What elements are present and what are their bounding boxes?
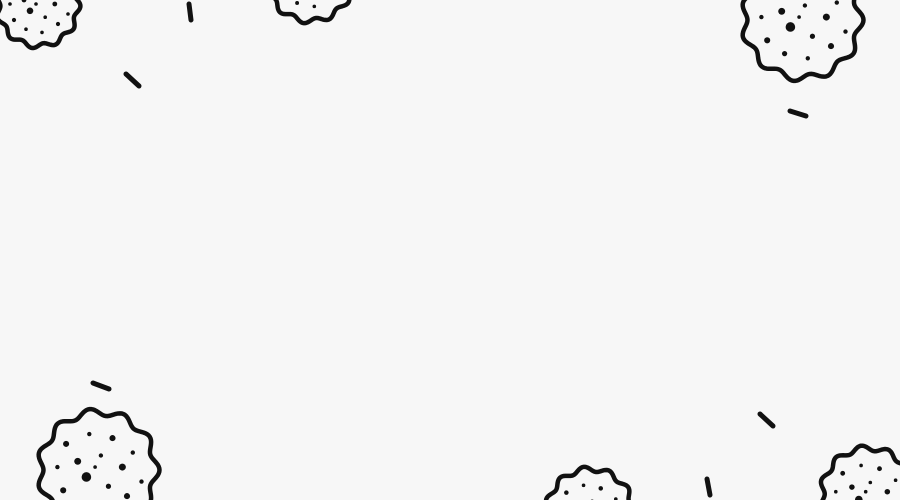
chocolate-chip-dot (55, 465, 59, 469)
cookie-icon (821, 446, 900, 500)
chocolate-chip-dot (63, 441, 69, 447)
chocolate-chip-dot (828, 43, 834, 49)
chocolate-chip-dot (82, 472, 92, 482)
crumb-dash-icon (707, 479, 710, 495)
chocolate-chip-dot (849, 484, 855, 490)
chocolate-chip-dot (295, 1, 299, 5)
chocolate-chip-dot (885, 489, 891, 495)
chocolate-chip-dot (564, 490, 569, 495)
chocolate-chip-dot (843, 29, 847, 33)
chocolate-chip-dot (778, 8, 785, 15)
chocolate-chip-dot (109, 435, 115, 441)
chocolate-chip-dot (806, 56, 810, 60)
cookie-icon (39, 409, 160, 500)
chocolate-chip-dot (27, 8, 34, 15)
chocolate-chip-dot (119, 464, 126, 471)
chocolate-chip-dot (835, 0, 839, 4)
cookie-outline (546, 467, 636, 500)
chocolate-chip-dot (894, 478, 898, 482)
chocolate-chip-dot (859, 464, 863, 468)
chocolate-chip-dot (56, 22, 60, 26)
chocolate-chip-dot (60, 487, 66, 493)
chocolate-chip-dot (106, 484, 111, 489)
chocolate-chip-dot (313, 5, 317, 9)
cookie-icon (743, 0, 864, 81)
chocolate-chip-dot (74, 458, 81, 465)
chocolate-chip-dot (43, 15, 47, 19)
chocolate-chip-dot (8, 2, 12, 6)
chocolate-chip-dot (131, 450, 135, 454)
chocolate-chip-dot (759, 15, 763, 19)
cookie-icon (0, 0, 80, 48)
crumb-dash-icon (93, 383, 109, 389)
chocolate-chip-dot (99, 453, 103, 457)
chocolate-chip-dot (823, 14, 830, 21)
chocolate-chip-dot (87, 432, 91, 436)
chocolate-chip-dot (803, 3, 807, 7)
crumbs-layer (93, 4, 806, 495)
chocolate-chip-dot (139, 479, 143, 483)
chocolate-chip-dot (24, 27, 28, 31)
cookie-icon (546, 467, 636, 500)
chocolate-chip-dot (34, 2, 38, 6)
cookie-outline (266, 0, 356, 23)
chocolate-chip-dot (786, 22, 796, 32)
chocolate-chip-dot (877, 466, 882, 471)
chocolate-chip-dot (40, 31, 44, 35)
chocolate-chip-dot (869, 481, 873, 485)
chocolate-chip-dot (864, 490, 868, 494)
chocolate-chip-dot (66, 12, 70, 16)
chocolate-chip-dot (834, 490, 838, 494)
cookie-outline (0, 0, 80, 48)
chocolate-chip-dot (782, 51, 787, 56)
chocolate-chip-dot (124, 493, 130, 499)
chocolate-chip-dot (764, 37, 770, 43)
cookie-icon (266, 0, 356, 23)
chocolate-chip-dot (810, 34, 815, 39)
crumb-dash-icon (760, 414, 773, 426)
crumb-dash-icon (126, 74, 139, 86)
chocolate-chip-dot (797, 15, 801, 19)
crumb-dash-icon (790, 111, 806, 116)
chocolate-chip-dot (582, 484, 586, 488)
chocolate-chip-dot (12, 18, 16, 22)
chocolate-chip-dot (598, 486, 603, 491)
chocolate-chip-dot (840, 471, 845, 476)
cookie-outline (743, 0, 864, 81)
chocolate-chip-dot (52, 2, 57, 7)
crumb-dash-icon (189, 4, 191, 20)
chocolate-chip-dot (93, 465, 97, 469)
